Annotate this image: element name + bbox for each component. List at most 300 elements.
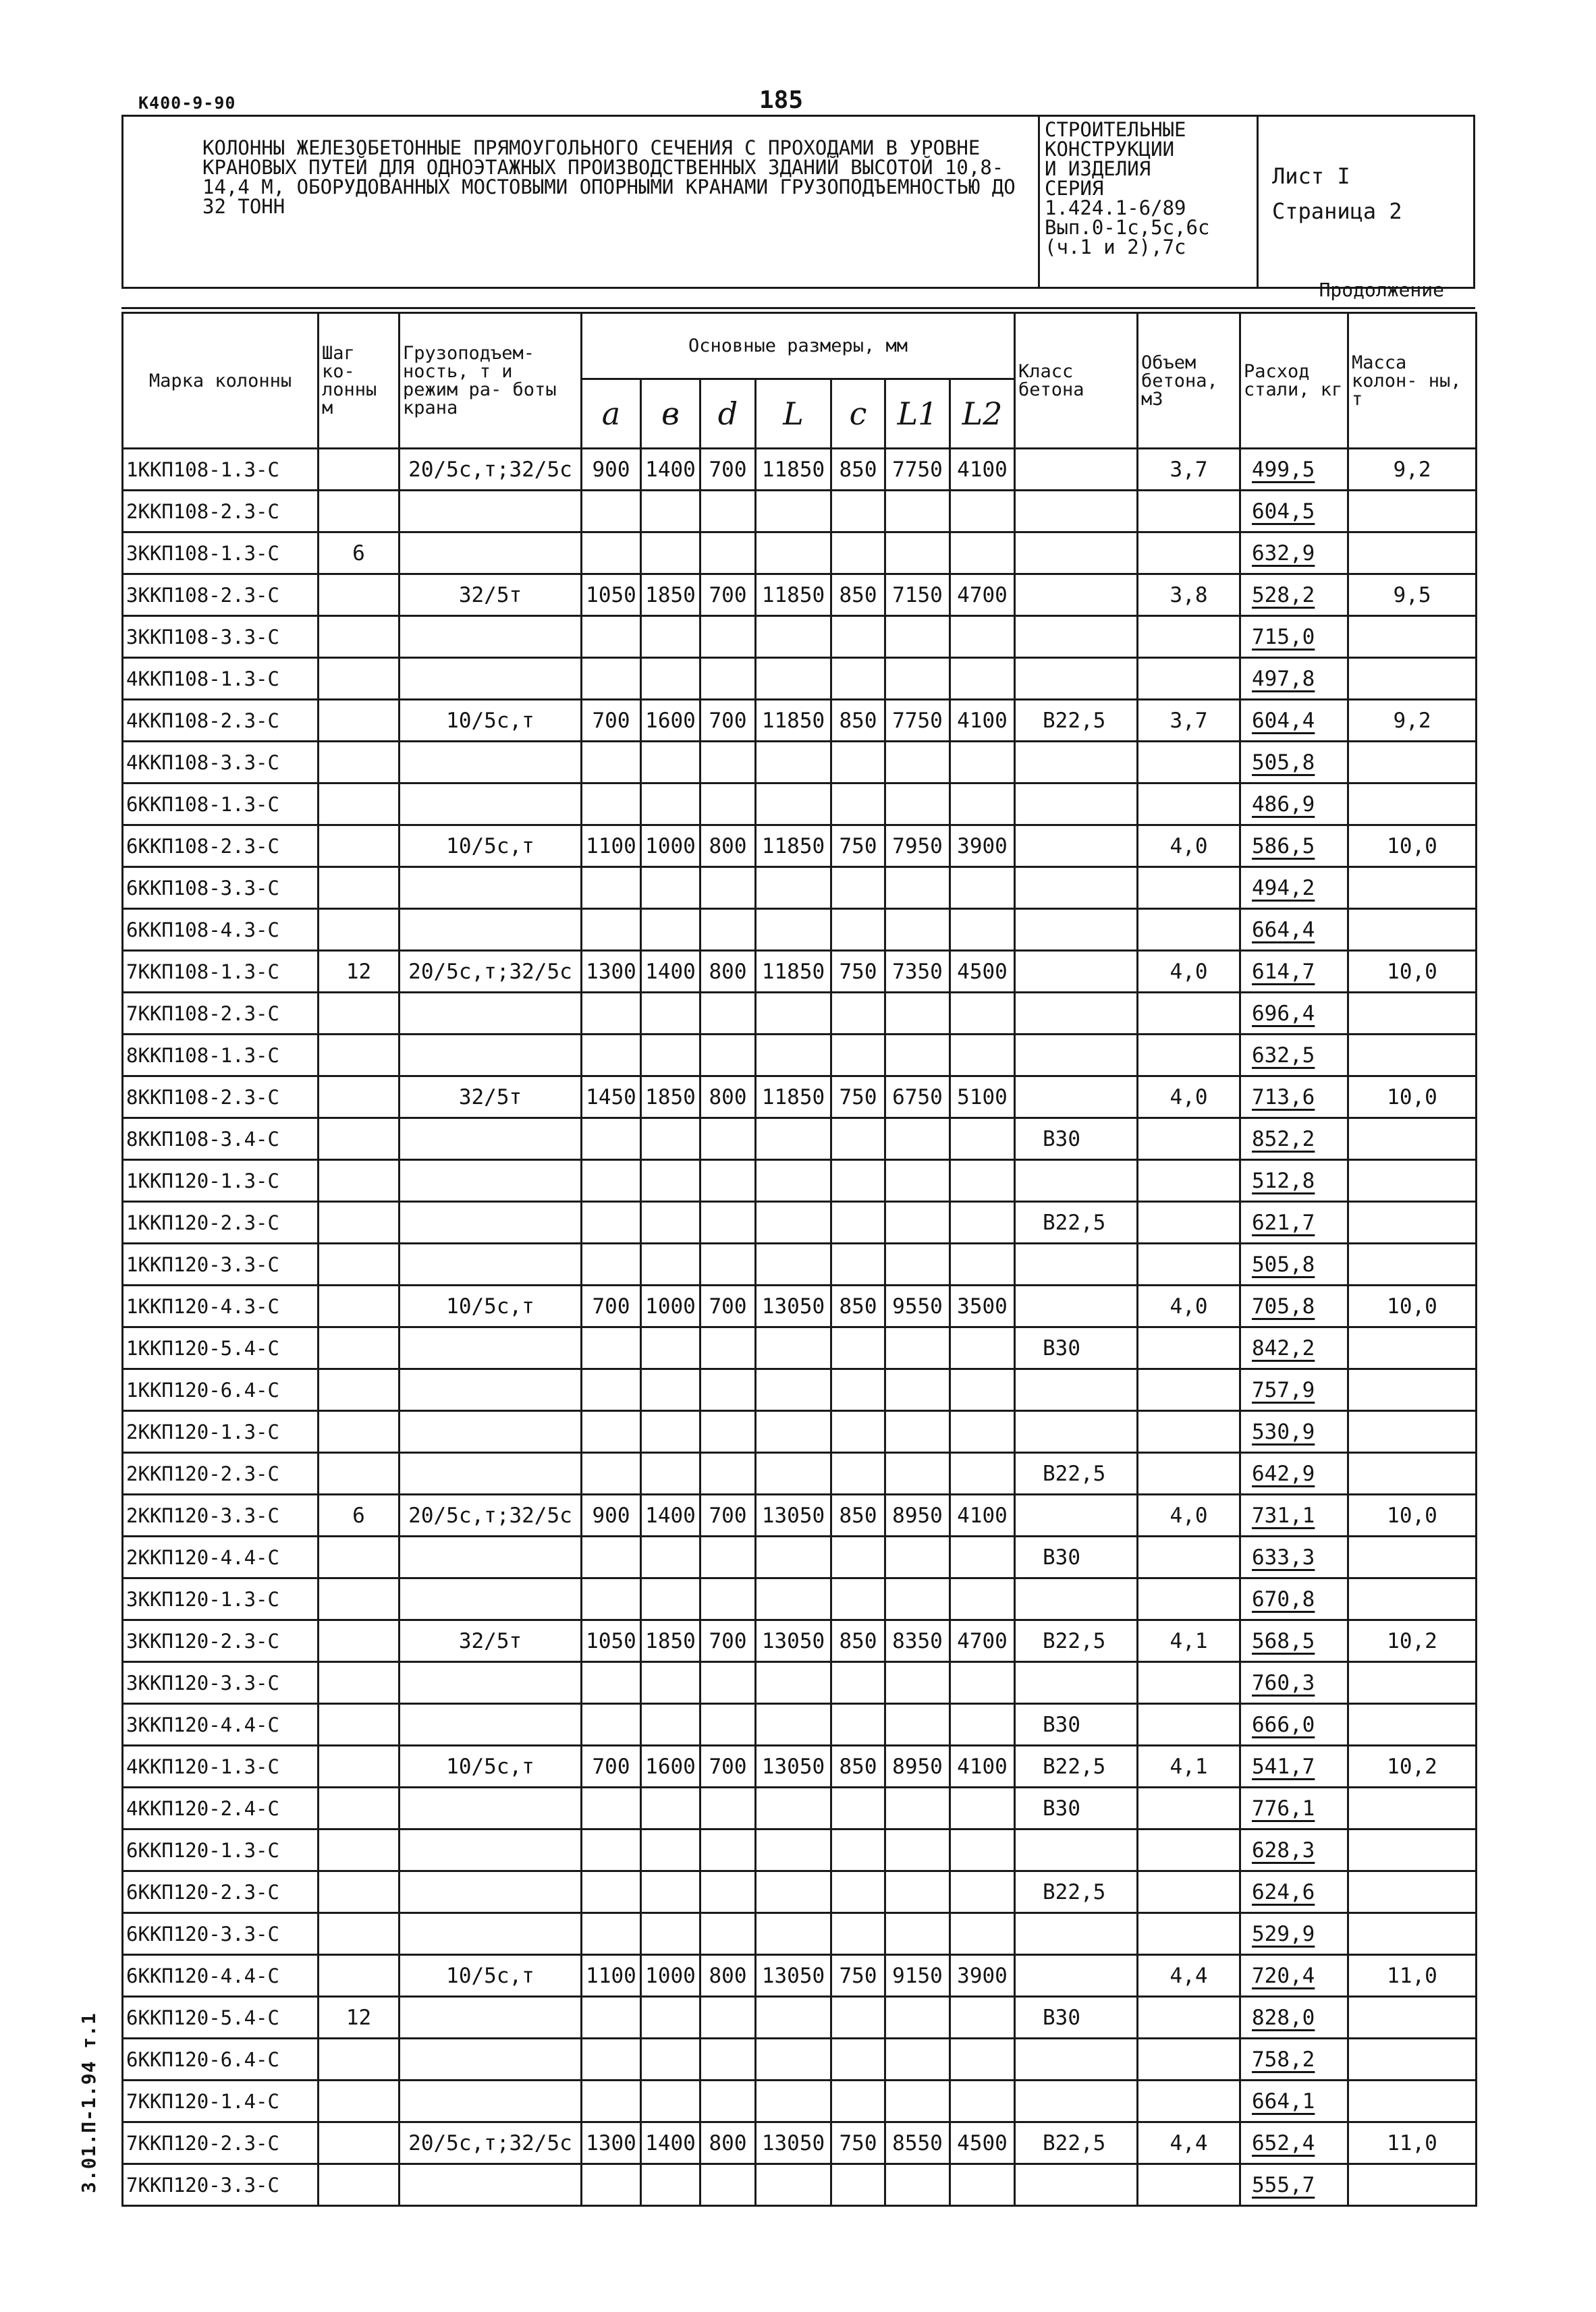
table-row	[123, 1369, 1477, 1411]
column-mass	[1348, 1160, 1477, 1202]
header-dimensions: Основные размеры, мм	[582, 313, 1015, 379]
dim-L1	[885, 742, 950, 783]
dim-c	[831, 2081, 885, 2122]
dim-d: 800	[700, 1076, 756, 1118]
concrete-class: В22,5	[1015, 700, 1138, 742]
dim-b: 1850	[641, 1620, 700, 1662]
dim-d	[700, 1871, 756, 1913]
dim-b	[641, 532, 700, 574]
table-row	[123, 2164, 1477, 2206]
crane-capacity: 32/5т	[400, 574, 582, 616]
concrete-volume: 3,7	[1138, 700, 1240, 742]
column-step	[319, 1955, 400, 1997]
dim-a	[582, 993, 641, 1035]
steel-value: 568,5	[1252, 1628, 1315, 1653]
concrete-volume	[1138, 2039, 1240, 2081]
column-mark: 6ККП120-3.3-С	[123, 1913, 319, 1955]
dim-L1: 7750	[885, 449, 950, 491]
column-mass	[1348, 491, 1477, 532]
dim-L1	[885, 1537, 950, 1578]
steel-consumption	[1240, 491, 1348, 532]
column-step	[319, 1118, 400, 1160]
column-step: 6	[319, 1495, 400, 1537]
column-mass: 10,0	[1348, 1076, 1477, 1118]
dim-L2: 3900	[950, 825, 1015, 867]
concrete-volume	[1138, 2081, 1240, 2122]
steel-value: 505,8	[1252, 750, 1315, 775]
dim-d	[700, 1411, 756, 1453]
column-step	[319, 1578, 400, 1620]
column-mass	[1348, 1118, 1477, 1160]
concrete-class	[1015, 1244, 1138, 1286]
dim-L	[756, 867, 831, 909]
dim-d	[700, 491, 756, 532]
crane-capacity	[400, 1662, 582, 1704]
column-mark: 3ККП120-2.3-С	[123, 1620, 319, 1662]
crane-capacity	[400, 1244, 582, 1286]
steel-value: 842,2	[1252, 1336, 1315, 1360]
column-step	[319, 2039, 400, 2081]
crane-capacity	[400, 1829, 582, 1871]
dim-c	[831, 1160, 885, 1202]
steel-value: 760,3	[1252, 1670, 1315, 1695]
crane-capacity: 20/5с,т;32/5с	[400, 1495, 582, 1537]
column-mass	[1348, 1537, 1477, 1578]
dim-L: 13050	[756, 1955, 831, 1997]
dim-d	[700, 616, 756, 658]
crane-capacity	[400, 742, 582, 783]
table-body	[123, 449, 1477, 2206]
table-row	[123, 491, 1477, 532]
dim-L1	[885, 658, 950, 700]
header-a: a	[582, 379, 641, 449]
steel-value: 633,3	[1252, 1545, 1315, 1570]
steel-value: 555,7	[1252, 2172, 1315, 2197]
concrete-volume	[1138, 867, 1240, 909]
concrete-volume	[1138, 1537, 1240, 1578]
column-step	[319, 1369, 400, 1411]
crane-capacity	[400, 1788, 582, 1829]
dim-L1: 8950	[885, 1495, 950, 1537]
dim-L	[756, 658, 831, 700]
table-row	[123, 574, 1477, 616]
dim-c	[831, 1244, 885, 1286]
dim-L	[756, 783, 831, 825]
steel-consumption	[1240, 2164, 1348, 2206]
crane-capacity	[400, 1578, 582, 1620]
column-mass	[1348, 783, 1477, 825]
table-row	[123, 1746, 1477, 1788]
column-mass: 9,2	[1348, 449, 1477, 491]
column-step	[319, 2122, 400, 2164]
dim-L	[756, 1537, 831, 1578]
dim-L1: 9150	[885, 1955, 950, 1997]
table-row	[123, 2122, 1477, 2164]
column-mark: 2ККП120-3.3-С	[123, 1495, 319, 1537]
dim-L2	[950, 2081, 1015, 2122]
table-row	[123, 1327, 1477, 1369]
dim-d	[700, 742, 756, 783]
dim-d	[700, 1913, 756, 1955]
column-mark: 2ККП108-2.3-С	[123, 491, 319, 532]
concrete-class	[1015, 1955, 1138, 1997]
dim-L2	[950, 1327, 1015, 1369]
dim-c	[831, 909, 885, 951]
dim-c	[831, 1997, 885, 2039]
dim-L2: 4700	[950, 1620, 1015, 1662]
table-row	[123, 1829, 1477, 1871]
column-mass	[1348, 993, 1477, 1035]
table-row	[123, 1620, 1477, 1662]
crane-capacity: 20/5с,т;32/5с	[400, 449, 582, 491]
dim-L2	[950, 1202, 1015, 1244]
series-info	[1045, 120, 1254, 257]
column-step	[319, 1453, 400, 1495]
dim-L	[756, 1411, 831, 1453]
concrete-volume	[1138, 1244, 1240, 1286]
column-mark: 1ККП120-5.4-С	[123, 1327, 319, 1369]
dim-L1: 6750	[885, 1076, 950, 1118]
dim-L1	[885, 783, 950, 825]
dim-L	[756, 1662, 831, 1704]
concrete-class	[1015, 449, 1138, 491]
dim-d	[700, 1244, 756, 1286]
dim-b	[641, 1160, 700, 1202]
header-L2: L2	[950, 379, 1015, 449]
crane-capacity	[400, 658, 582, 700]
dim-L1	[885, 491, 950, 532]
steel-value: 499,5	[1252, 457, 1315, 482]
sheet-label: Лист I	[1272, 163, 1350, 189]
dim-L	[756, 1871, 831, 1913]
dim-c: 850	[831, 1495, 885, 1537]
header-b: в	[641, 379, 700, 449]
dim-L: 11850	[756, 1076, 831, 1118]
steel-consumption	[1240, 574, 1348, 616]
dim-L	[756, 491, 831, 532]
dim-L2	[950, 1704, 1015, 1746]
dim-a	[582, 867, 641, 909]
steel-value: 624,6	[1252, 1879, 1315, 1904]
header-step: Шаг ко- лонны м	[319, 313, 400, 449]
column-mark: 7ККП120-2.3-С	[123, 2122, 319, 2164]
column-step: 6	[319, 532, 400, 574]
steel-consumption	[1240, 1076, 1348, 1118]
dim-c	[831, 658, 885, 700]
dim-d	[700, 783, 756, 825]
header-volume: Объем бетона, м3	[1138, 313, 1240, 449]
column-mass: 10,0	[1348, 1495, 1477, 1537]
header-L: L	[756, 379, 831, 449]
crane-capacity	[400, 491, 582, 532]
dim-L	[756, 2081, 831, 2122]
column-mass	[1348, 532, 1477, 574]
dim-c	[831, 1578, 885, 1620]
dim-a: 1100	[582, 1955, 641, 1997]
concrete-class	[1015, 2081, 1138, 2122]
dim-L1: 7950	[885, 825, 950, 867]
dim-b	[641, 1788, 700, 1829]
concrete-class: В30	[1015, 1704, 1138, 1746]
dim-b: 1600	[641, 1746, 700, 1788]
dim-c: 850	[831, 1286, 885, 1327]
dim-c	[831, 1829, 885, 1871]
dim-b: 1400	[641, 951, 700, 993]
column-mass	[1348, 658, 1477, 700]
dim-c: 750	[831, 2122, 885, 2164]
column-mark: 6ККП120-6.4-С	[123, 2039, 319, 2081]
dim-a	[582, 909, 641, 951]
concrete-class: В30	[1015, 1537, 1138, 1578]
steel-value: 664,4	[1252, 917, 1315, 942]
dim-d	[700, 2039, 756, 2081]
table-row	[123, 1076, 1477, 1118]
concrete-class	[1015, 909, 1138, 951]
concrete-volume	[1138, 1662, 1240, 1704]
dim-d	[700, 532, 756, 574]
concrete-class	[1015, 532, 1138, 574]
dim-b	[641, 993, 700, 1035]
column-mark: 3ККП120-3.3-С	[123, 1662, 319, 1704]
concrete-volume: 3,7	[1138, 449, 1240, 491]
dim-c	[831, 532, 885, 574]
crane-capacity: 10/5с,т	[400, 1286, 582, 1327]
dim-L1	[885, 867, 950, 909]
dim-a: 900	[582, 449, 641, 491]
steel-consumption	[1240, 993, 1348, 1035]
steel-consumption	[1240, 1411, 1348, 1453]
dim-c	[831, 616, 885, 658]
concrete-class: В30	[1015, 1118, 1138, 1160]
dim-a	[582, 1202, 641, 1244]
dim-b	[641, 491, 700, 532]
dim-L	[756, 1369, 831, 1411]
steel-consumption	[1240, 867, 1348, 909]
dim-L: 11850	[756, 574, 831, 616]
steel-value: 541,7	[1252, 1754, 1315, 1779]
dim-c	[831, 1327, 885, 1369]
concrete-volume	[1138, 1369, 1240, 1411]
column-mass	[1348, 742, 1477, 783]
steel-value: 670,8	[1252, 1587, 1315, 1612]
dim-a	[582, 2039, 641, 2081]
dim-L2	[950, 2164, 1015, 2206]
dim-c	[831, 1202, 885, 1244]
dim-L: 13050	[756, 1495, 831, 1537]
concrete-volume	[1138, 909, 1240, 951]
column-mass: 9,5	[1348, 574, 1477, 616]
column-step: 12	[319, 1997, 400, 2039]
steel-consumption	[1240, 1662, 1348, 1704]
dim-b: 1600	[641, 700, 700, 742]
dim-d: 800	[700, 825, 756, 867]
column-mark: 4ККП120-2.4-С	[123, 1788, 319, 1829]
dim-L	[756, 1913, 831, 1955]
dim-L2: 4500	[950, 951, 1015, 993]
dim-c	[831, 1411, 885, 1453]
dim-d	[700, 993, 756, 1035]
dim-L2	[950, 1829, 1015, 1871]
dim-L2	[950, 993, 1015, 1035]
table-row	[123, 1788, 1477, 1829]
dim-L1	[885, 2081, 950, 2122]
dim-L	[756, 532, 831, 574]
column-mass	[1348, 2039, 1477, 2081]
steel-consumption	[1240, 825, 1348, 867]
dim-b	[641, 1871, 700, 1913]
concrete-class: В30	[1015, 1997, 1138, 2039]
column-mass	[1348, 1871, 1477, 1913]
dim-d	[700, 1202, 756, 1244]
concrete-class	[1015, 1578, 1138, 1620]
concrete-volume	[1138, 993, 1240, 1035]
dim-c: 750	[831, 1955, 885, 1997]
dim-a: 1300	[582, 2122, 641, 2164]
column-mark: 4ККП120-1.3-С	[123, 1746, 319, 1788]
steel-consumption	[1240, 1829, 1348, 1871]
crane-capacity	[400, 1997, 582, 2039]
column-mass: 10,0	[1348, 825, 1477, 867]
dim-a: 700	[582, 1286, 641, 1327]
steel-consumption	[1240, 1704, 1348, 1746]
steel-value: 705,8	[1252, 1294, 1315, 1319]
steel-value: 497,8	[1252, 666, 1315, 691]
table-row	[123, 449, 1477, 491]
dim-L2	[950, 1160, 1015, 1202]
concrete-class	[1015, 658, 1138, 700]
column-mark: 6ККП120-5.4-С	[123, 1997, 319, 2039]
column-mark: 6ККП120-4.4-С	[123, 1955, 319, 1997]
dim-L	[756, 1118, 831, 1160]
dim-b	[641, 1202, 700, 1244]
steel-consumption	[1240, 700, 1348, 742]
column-step	[319, 1913, 400, 1955]
crane-capacity: 10/5с,т	[400, 700, 582, 742]
dim-c	[831, 1788, 885, 1829]
concrete-volume	[1138, 491, 1240, 532]
header-steel: Расход стали, кг	[1240, 313, 1348, 449]
dim-L1	[885, 1453, 950, 1495]
dim-L1: 9550	[885, 1286, 950, 1327]
header-concrete-class: Класс бетона	[1015, 313, 1138, 449]
concrete-volume	[1138, 1578, 1240, 1620]
table-row	[123, 532, 1477, 574]
dim-L2	[950, 1411, 1015, 1453]
dim-L1	[885, 2039, 950, 2081]
column-mark: 6ККП120-2.3-С	[123, 1871, 319, 1913]
header-mark: Марка колонны	[123, 313, 319, 449]
dim-b	[641, 1035, 700, 1076]
dim-a	[582, 532, 641, 574]
concrete-class	[1015, 1829, 1138, 1871]
concrete-volume: 3,8	[1138, 574, 1240, 616]
column-mass	[1348, 1913, 1477, 1955]
column-mark: 8ККП108-3.4-С	[123, 1118, 319, 1160]
column-step	[319, 825, 400, 867]
dim-d: 700	[700, 1286, 756, 1327]
concrete-volume	[1138, 532, 1240, 574]
dim-a	[582, 1327, 641, 1369]
dim-L: 13050	[756, 1746, 831, 1788]
steel-value: 530,9	[1252, 1419, 1315, 1444]
steel-value: 529,9	[1252, 1921, 1315, 1946]
steel-consumption	[1240, 616, 1348, 658]
steel-value: 604,4	[1252, 708, 1315, 733]
page-number: 185	[759, 86, 804, 114]
dim-d: 800	[700, 2122, 756, 2164]
concrete-volume: 4,4	[1138, 2122, 1240, 2164]
dim-b	[641, 616, 700, 658]
column-mark: 1ККП120-2.3-С	[123, 1202, 319, 1244]
dim-c	[831, 1913, 885, 1955]
column-step	[319, 449, 400, 491]
dim-L2	[950, 783, 1015, 825]
column-mark: 2ККП120-2.3-С	[123, 1453, 319, 1495]
dim-d: 700	[700, 449, 756, 491]
dim-L2	[950, 1453, 1015, 1495]
dim-L1	[885, 1244, 950, 1286]
concrete-volume	[1138, 1411, 1240, 1453]
dim-d	[700, 1829, 756, 1871]
dim-b	[641, 2081, 700, 2122]
dim-a	[582, 1704, 641, 1746]
concrete-class	[1015, 491, 1138, 532]
dim-d	[700, 1537, 756, 1578]
dim-L	[756, 1997, 831, 2039]
column-mass	[1348, 616, 1477, 658]
dim-L2	[950, 1244, 1015, 1286]
dim-b	[641, 1118, 700, 1160]
column-mass	[1348, 867, 1477, 909]
dim-b	[641, 1244, 700, 1286]
dim-L1	[885, 1202, 950, 1244]
crane-capacity	[400, 1704, 582, 1746]
dim-c	[831, 1662, 885, 1704]
concrete-volume: 4,0	[1138, 825, 1240, 867]
steel-consumption	[1240, 658, 1348, 700]
dim-L	[756, 2039, 831, 2081]
column-mass	[1348, 1411, 1477, 1453]
dim-d: 800	[700, 951, 756, 993]
table-row	[123, 1495, 1477, 1537]
dim-b	[641, 2164, 700, 2206]
dim-L	[756, 616, 831, 658]
dim-a	[582, 1788, 641, 1829]
concrete-class	[1015, 1662, 1138, 1704]
column-mass	[1348, 2081, 1477, 2122]
header-crane: Грузоподъем- ность, т и режим ра- боты крана	[400, 313, 582, 449]
table-row	[123, 825, 1477, 867]
dim-L2	[950, 1871, 1015, 1913]
column-mass	[1348, 1369, 1477, 1411]
steel-consumption	[1240, 1202, 1348, 1244]
dim-c	[831, 2164, 885, 2206]
column-mark: 7ККП108-1.3-С	[123, 951, 319, 993]
dim-L2	[950, 1788, 1015, 1829]
table-row	[123, 951, 1477, 993]
dim-d	[700, 1118, 756, 1160]
column-step	[319, 742, 400, 783]
column-mass	[1348, 2164, 1477, 2206]
dim-L1	[885, 1369, 950, 1411]
column-mass	[1348, 1202, 1477, 1244]
table-row	[123, 1704, 1477, 1746]
table-row	[123, 867, 1477, 909]
steel-value: 494,2	[1252, 875, 1315, 900]
dim-c	[831, 783, 885, 825]
dim-c: 850	[831, 1620, 885, 1662]
column-step	[319, 1829, 400, 1871]
